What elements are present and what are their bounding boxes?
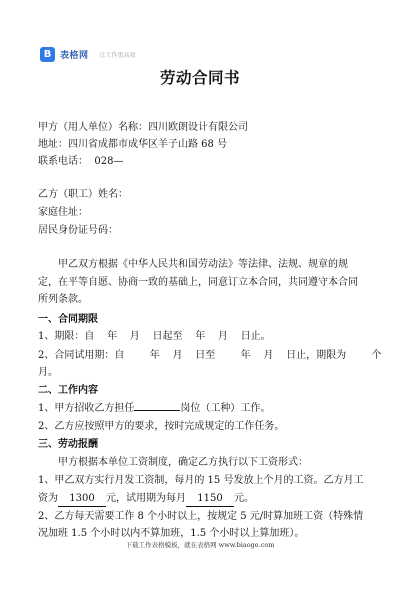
wage-item-2-line-2: 况加班 1.5 个小时以内不算加班，1.5 个小时以上算加班）。 (38, 528, 305, 539)
salary-mid: 元，试用期为每月 (106, 493, 186, 504)
salary-pre: 资为 (38, 493, 58, 504)
job-position-pre: 1、甲方招收乙方担任 (38, 403, 135, 414)
wage-item-2-line-1: 2、乙方每天需要工作 8 个小时以上，按规定 5 元/时算加班工资（特殊情 (38, 511, 364, 522)
party-b-name-line: 乙方（职工）姓名： (38, 189, 128, 200)
salary-post: 元。 (234, 493, 254, 504)
brand-logo-icon: B (40, 47, 55, 62)
section-3-heading: 三、劳动报酬 (38, 439, 98, 450)
job-position-line (38, 402, 270, 416)
monthly-salary: 1300 (58, 492, 106, 507)
document-title: 劳动合同书 (159, 69, 240, 87)
intro-line-3: 所列条款。 (38, 294, 88, 305)
party-b-id-line: 居民身份证号码： (38, 225, 118, 236)
section-2-heading: 二、工作内容 (38, 385, 98, 396)
job-duty-line: 2、乙方应按照甲方的要求，按时完成规定的工作任务。 (38, 421, 285, 432)
phone-label: 联系电话： (38, 156, 88, 167)
brand-header (40, 47, 136, 62)
party-a-address-line (38, 138, 227, 152)
intro-line-1: 甲乙双方根据《中华人民共和国劳动法》等法律、法规、规章的规 (58, 259, 348, 270)
job-position-blank (134, 410, 180, 411)
probation-line-1: 2、合同试用期：自 年 月 日至 年 月 日止，期限为 个 (38, 350, 382, 361)
brand-slogan: 让工作更高效 (99, 52, 136, 59)
party-a-name-line (38, 121, 248, 135)
term-period-line: 1、期限：自 年 月 日起至 年 月 日止。 (38, 331, 271, 342)
wage-intro-line: 甲方根据本单位工资制度，确定乙方执行以下工资形式： (58, 457, 308, 468)
trial-salary: 1150 (186, 492, 234, 507)
party-a-address: 四川省成都市成华区羊子山路 68 号 (68, 139, 228, 150)
wage-item-1-line-1: 1、甲乙双方实行月发工资制，每月的 15 号发放上个月的工资。乙方月工 (38, 475, 364, 486)
wage-item-1-line-2 (38, 492, 254, 507)
probation-line-2: 月。 (38, 367, 58, 378)
section-1-heading: 一、合同期限 (38, 314, 98, 325)
page-footer: 下载工作表格模板，就在表格网 www.biaoge.com (125, 541, 275, 549)
party-a-phone-line (38, 155, 123, 169)
party-b-address-line: 家庭住址： (38, 207, 88, 218)
brand-name: 表格网 (60, 51, 89, 61)
party-a-name: 四川欧朗设计有限公司 (148, 122, 248, 133)
address-label: 地址： (38, 139, 68, 150)
party-a-phone: 028— (94, 156, 124, 167)
intro-line-2: 定，在平等自愿、协商一致的基础上，同意订立本合同，共同遵守本合同 (38, 277, 358, 288)
job-position-post: 岗位（工种）工作。 (180, 403, 271, 414)
party-a-label: 甲方（用人单位）名称： (38, 122, 148, 133)
